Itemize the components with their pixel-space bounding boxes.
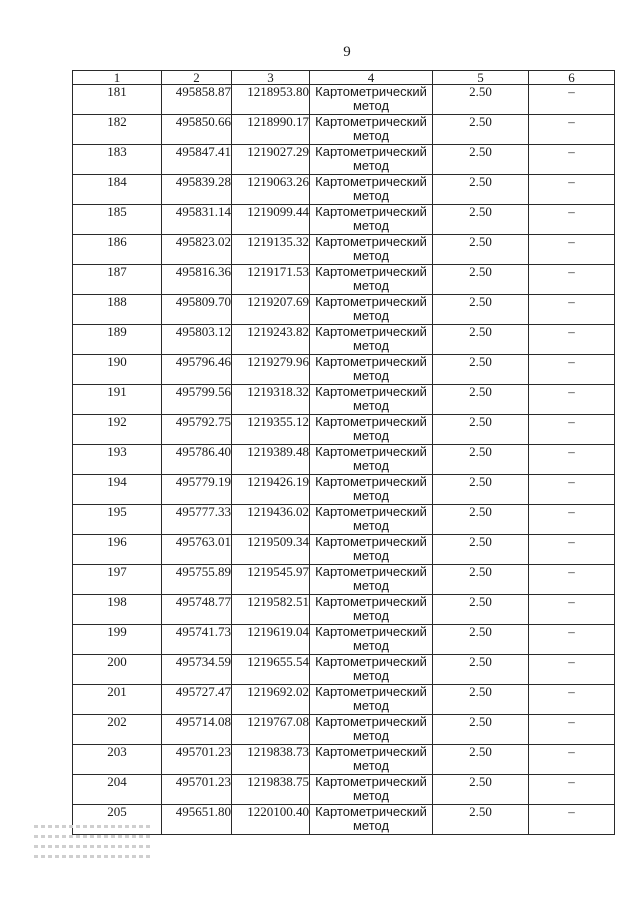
y-coordinate-cell: 1219545.97 [232,565,310,595]
description-cell: – [529,445,615,475]
point-number-cell: 191 [73,385,162,415]
description-cell: – [529,685,615,715]
point-number-cell: 184 [73,175,162,205]
method-cell: Картометрический метод [310,85,433,115]
point-number-cell: 192 [73,415,162,445]
x-coordinate-cell: 495741.73 [162,625,232,655]
accuracy-cell: 2.50 [433,475,529,505]
method-cell: Картометрический метод [310,385,433,415]
table-body [73,85,615,835]
x-coordinate-cell: 495823.02 [162,235,232,265]
y-coordinate-cell: 1219171.53 [232,265,310,295]
point-number-cell: 200 [73,655,162,685]
y-coordinate-cell: 1219582.51 [232,595,310,625]
x-coordinate-cell: 495651.80 [162,805,232,835]
x-coordinate-cell: 495763.01 [162,535,232,565]
y-coordinate-cell: 1218990.17 [232,115,310,145]
table-row [73,445,615,475]
y-coordinate-cell: 1219027.29 [232,145,310,175]
y-coordinate-cell: 1219436.02 [232,505,310,535]
method-cell: Картометрический метод [310,655,433,685]
method-cell: Картометрический метод [310,805,433,835]
table-row [73,235,615,265]
description-cell: – [529,145,615,175]
method-cell: Картометрический метод [310,445,433,475]
accuracy-cell: 2.50 [433,685,529,715]
table-row [73,565,615,595]
method-cell: Картометрический метод [310,775,433,805]
description-cell: – [529,715,615,745]
table-row [73,295,615,325]
table-row [73,85,615,115]
point-number-cell: 195 [73,505,162,535]
point-number-cell: 203 [73,745,162,775]
description-cell: – [529,175,615,205]
description-cell: – [529,325,615,355]
description-cell: – [529,415,615,445]
y-coordinate-cell: 1219243.82 [232,325,310,355]
description-cell: – [529,205,615,235]
description-cell: – [529,265,615,295]
accuracy-cell: 2.50 [433,535,529,565]
x-coordinate-cell: 495847.41 [162,145,232,175]
table-row [73,535,615,565]
table-row [73,805,615,835]
table-row [73,205,615,235]
table-row [73,355,615,385]
method-cell: Картометрический метод [310,625,433,655]
method-cell: Картометрический метод [310,295,433,325]
table-row [73,145,615,175]
point-number-cell: 194 [73,475,162,505]
table-row [73,685,615,715]
method-cell: Картометрический метод [310,175,433,205]
point-number-cell: 196 [73,535,162,565]
method-cell: Картометрический метод [310,205,433,235]
x-coordinate-cell: 495839.28 [162,175,232,205]
point-number-cell: 183 [73,145,162,175]
point-number-cell: 197 [73,565,162,595]
y-coordinate-cell: 1219619.04 [232,625,310,655]
table-row [73,775,615,805]
y-coordinate-cell: 1219063.26 [232,175,310,205]
x-coordinate-cell: 495755.89 [162,565,232,595]
accuracy-cell: 2.50 [433,355,529,385]
accuracy-cell: 2.50 [433,715,529,745]
point-number-cell: 189 [73,325,162,355]
accuracy-cell: 2.50 [433,775,529,805]
y-coordinate-cell: 1219655.54 [232,655,310,685]
description-cell: – [529,115,615,145]
method-cell: Картометрический метод [310,355,433,385]
method-cell: Картометрический метод [310,535,433,565]
accuracy-cell: 2.50 [433,805,529,835]
table-row [73,475,615,505]
x-coordinate-cell: 495792.75 [162,415,232,445]
column-header: 5 [433,71,529,85]
y-coordinate-cell: 1219426.19 [232,475,310,505]
x-coordinate-cell: 495809.70 [162,295,232,325]
y-coordinate-cell: 1220100.40 [232,805,310,835]
description-cell: – [529,385,615,415]
accuracy-cell: 2.50 [433,445,529,475]
x-coordinate-cell: 495714.08 [162,715,232,745]
accuracy-cell: 2.50 [433,505,529,535]
point-number-cell: 185 [73,205,162,235]
accuracy-cell: 2.50 [433,235,529,265]
method-cell: Картометрический метод [310,235,433,265]
point-number-cell: 182 [73,115,162,145]
accuracy-cell: 2.50 [433,565,529,595]
accuracy-cell: 2.50 [433,175,529,205]
accuracy-cell: 2.50 [433,325,529,355]
description-cell: – [529,85,615,115]
accuracy-cell: 2.50 [433,415,529,445]
accuracy-cell: 2.50 [433,145,529,175]
column-header: 1 [73,71,162,85]
method-cell: Картометрический метод [310,745,433,775]
y-coordinate-cell: 1219279.96 [232,355,310,385]
table-row [73,595,615,625]
x-coordinate-cell: 495796.46 [162,355,232,385]
point-number-cell: 201 [73,685,162,715]
x-coordinate-cell: 495748.77 [162,595,232,625]
description-cell: – [529,535,615,565]
y-coordinate-cell: 1219135.32 [232,235,310,265]
x-coordinate-cell: 495727.47 [162,685,232,715]
method-cell: Картометрический метод [310,115,433,145]
accuracy-cell: 2.50 [433,655,529,685]
method-cell: Картометрический метод [310,265,433,295]
x-coordinate-cell: 495701.23 [162,745,232,775]
y-coordinate-cell: 1219509.34 [232,535,310,565]
y-coordinate-cell: 1219838.73 [232,745,310,775]
table-row [73,625,615,655]
description-cell: – [529,775,615,805]
accuracy-cell: 2.50 [433,595,529,625]
method-cell: Картометрический метод [310,145,433,175]
page-number: 9 [343,44,351,60]
x-coordinate-cell: 495786.40 [162,445,232,475]
accuracy-cell: 2.50 [433,85,529,115]
method-cell: Картометрический метод [310,475,433,505]
table-row [73,325,615,355]
table-row [73,415,615,445]
description-cell: – [529,805,615,835]
description-cell: – [529,235,615,265]
point-number-cell: 190 [73,355,162,385]
x-coordinate-cell: 495858.87 [162,85,232,115]
coordinates-table [72,70,615,835]
description-cell: – [529,565,615,595]
description-cell: – [529,355,615,385]
description-cell: – [529,625,615,655]
y-coordinate-cell: 1219838.75 [232,775,310,805]
x-coordinate-cell: 495816.36 [162,265,232,295]
x-coordinate-cell: 495803.12 [162,325,232,355]
description-cell: – [529,595,615,625]
y-coordinate-cell: 1219318.32 [232,385,310,415]
table-row [73,715,615,745]
column-header: 2 [162,71,232,85]
column-header: 6 [529,71,615,85]
table-row [73,655,615,685]
faint-stamp-marks [34,825,152,871]
table-row [73,265,615,295]
description-cell: – [529,295,615,325]
point-number-cell: 202 [73,715,162,745]
x-coordinate-cell: 495701.23 [162,775,232,805]
table-header-row [73,71,615,85]
y-coordinate-cell: 1218953.80 [232,85,310,115]
table-row [73,115,615,145]
description-cell: – [529,475,615,505]
y-coordinate-cell: 1219355.12 [232,415,310,445]
column-header: 3 [232,71,310,85]
accuracy-cell: 2.50 [433,745,529,775]
method-cell: Картометрический метод [310,565,433,595]
table-row [73,385,615,415]
y-coordinate-cell: 1219767.08 [232,715,310,745]
accuracy-cell: 2.50 [433,295,529,325]
x-coordinate-cell: 495779.19 [162,475,232,505]
method-cell: Картометрический метод [310,505,433,535]
point-number-cell: 181 [73,85,162,115]
point-number-cell: 205 [73,805,162,835]
description-cell: – [529,655,615,685]
accuracy-cell: 2.50 [433,205,529,235]
method-cell: Картометрический метод [310,595,433,625]
description-cell: – [529,505,615,535]
y-coordinate-cell: 1219692.02 [232,685,310,715]
x-coordinate-cell: 495777.33 [162,505,232,535]
accuracy-cell: 2.50 [433,385,529,415]
accuracy-cell: 2.50 [433,265,529,295]
point-number-cell: 204 [73,775,162,805]
point-number-cell: 199 [73,625,162,655]
point-number-cell: 186 [73,235,162,265]
y-coordinate-cell: 1219207.69 [232,295,310,325]
x-coordinate-cell: 495831.14 [162,205,232,235]
point-number-cell: 187 [73,265,162,295]
point-number-cell: 198 [73,595,162,625]
point-number-cell: 193 [73,445,162,475]
description-cell: – [529,745,615,775]
method-cell: Картометрический метод [310,685,433,715]
table-row [73,745,615,775]
x-coordinate-cell: 495799.56 [162,385,232,415]
x-coordinate-cell: 495850.66 [162,115,232,145]
y-coordinate-cell: 1219389.48 [232,445,310,475]
method-cell: Картометрический метод [310,715,433,745]
point-number-cell: 188 [73,295,162,325]
x-coordinate-cell: 495734.59 [162,655,232,685]
method-cell: Картометрический метод [310,325,433,355]
table-row [73,175,615,205]
y-coordinate-cell: 1219099.44 [232,205,310,235]
table-row [73,505,615,535]
method-cell: Картометрический метод [310,415,433,445]
accuracy-cell: 2.50 [433,625,529,655]
column-header: 4 [310,71,433,85]
accuracy-cell: 2.50 [433,115,529,145]
